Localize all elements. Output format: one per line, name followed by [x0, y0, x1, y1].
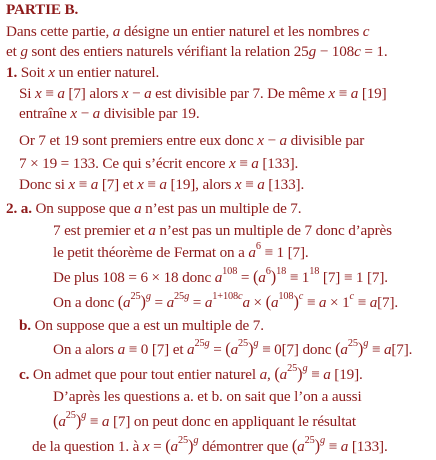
text-line: De plus 108 = 6 × 18 donc $a^{108} = (a^6)^{18} \equiv 1^{18}$ [7] ≡ 1 [7].: [53, 266, 388, 286]
text-line: Si x ≡ a [7] alors x − a est divisible par 7. De même x ≡ a [19]: [19, 85, 387, 102]
text-line: b. On suppose que a est un multiple de 7.: [19, 317, 264, 334]
text-line: $(a^{25})^g \equiv a$ [7] on peut donc en appliquant le résultat: [53, 410, 356, 430]
text-line: On a alors a ≡ 0 [7] et $a^{25g} = (a^{25})^g \equiv 0[7]$ donc $(a^{25})^g \equiv a[7]$.: [53, 338, 413, 358]
text-line: 7 × 19 = 133. Ce qui s’écrit encore x ≡ a [133].: [19, 155, 299, 172]
text-line: 7 est premier et a n’est pas un multiple de 7 donc d’après: [53, 222, 392, 239]
text-line: On a donc $(a^{25})^g = a^{25g} = a^{1+108c}a \times (a^{108})^c \equiv a \times 1^c \equiv a[7]$.: [53, 291, 399, 311]
section-title: PARTIE B.: [6, 1, 79, 18]
text-line: et g sont des entiers naturels vérifiant la relation 25g − 108c = 1.: [6, 43, 388, 60]
text-line: de la question 1. à $x = (a^{25})^g$ démontrer que $(a^{25})^g \equiv a$ [133].: [32, 435, 388, 455]
text-line: le petit théorème de Fermat on a $a^6 \equiv 1$ [7].: [53, 241, 309, 261]
text-line: 2. a. On suppose que a n’est pas un multiple de 7.: [6, 200, 302, 217]
text-line: c. On admet que pour tout entier naturel a, $(a^{25})^g \equiv a$ [19].: [19, 363, 363, 383]
text-line: D’après les questions a. et b. on sait que l’on a aussi: [53, 388, 362, 405]
text-line: 1. Soit x un entier naturel.: [6, 64, 160, 81]
text-line: entraîne x − a divisible par 19.: [19, 105, 200, 122]
text-line: Or 7 et 19 sont premiers entre eux donc x − a divisible par: [19, 132, 365, 149]
text-line: Dans cette partie, a désigne un entier naturel et les nombres c: [6, 23, 370, 40]
text-line: Donc si x ≡ a [7] et x ≡ a [19], alors x ≡ a [133].: [19, 176, 305, 193]
